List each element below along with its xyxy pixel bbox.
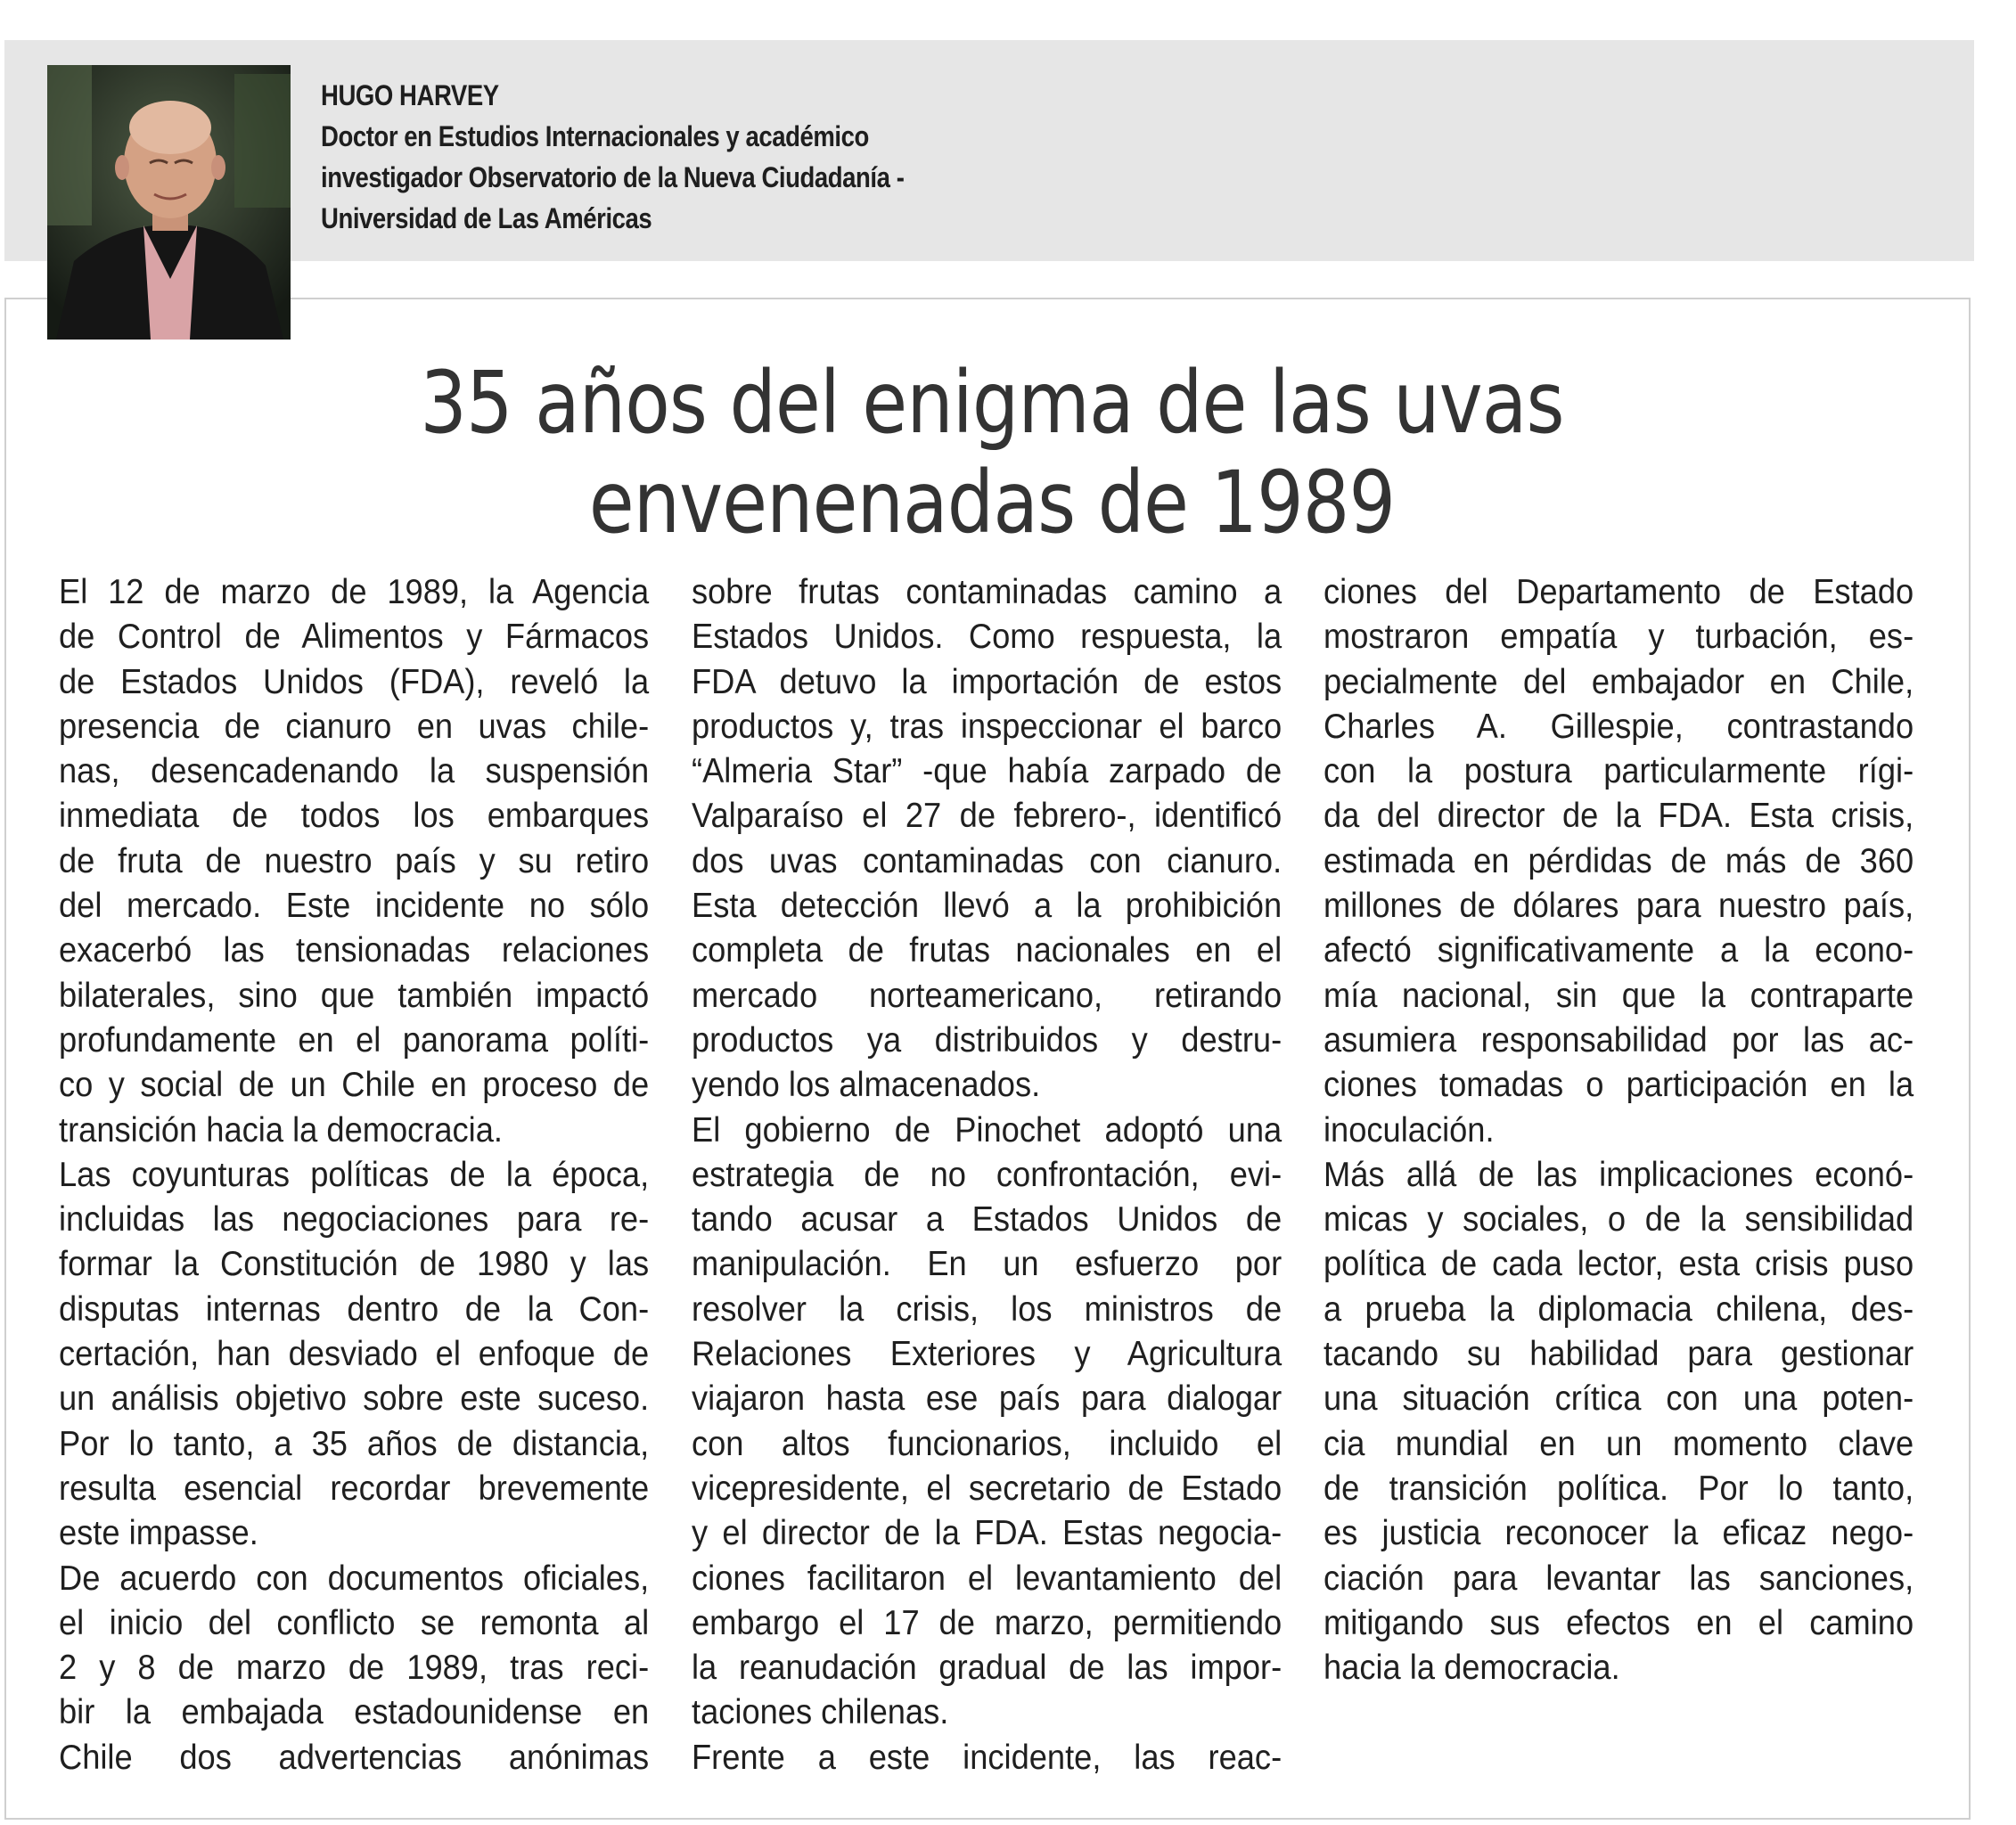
article-text-line: sobre frutas contaminadas camino a: [692, 573, 1283, 611]
article-text-line: completa de frutas nacionales en el: [692, 931, 1283, 970]
article-text-line: resulta esencial recordar brevemente: [59, 1469, 650, 1508]
article-text-line: Relaciones Exteriores y Agricultura: [692, 1335, 1283, 1374]
article-text-line: de Control de Alimentos y Fármacos: [59, 618, 650, 657]
article-text-line: mía nacional, sin que la contraparte: [1324, 976, 1914, 1015]
article-text-line: mercado norteamericano, retirando: [692, 976, 1283, 1015]
article-text-line: manipulación. En un esfuerzo por: [692, 1245, 1283, 1284]
article-text-line: este impasse.: [59, 1514, 258, 1553]
article-column-3: [1324, 570, 1914, 1690]
author-portrait-icon: [47, 65, 291, 340]
article-text-line: hacia la democracia.: [1324, 1649, 1620, 1688]
article-text-line: asumiera responsabilidad por las ac-: [1324, 1020, 1914, 1060]
article-text-line: la reanudación gradual de las impor-: [692, 1649, 1283, 1688]
article-text-line: Esta detección llevó a la prohibición: [692, 887, 1283, 926]
article-text-line: inoculación.: [1324, 1110, 1495, 1150]
article-text-line: estrategia de no confrontación, evi-: [692, 1155, 1283, 1194]
article-text-line: “Almeria Star” -que había zarpado de: [692, 752, 1283, 791]
article-text-line: de fruta de nuestro país y su retiro: [59, 841, 650, 880]
article-text-line: mitigando sus efectos en el camino: [1324, 1603, 1914, 1642]
article-text-line: dos uvas contaminadas con cianuro.: [692, 841, 1283, 880]
article-text-line: El 12 de marzo de 1989, la Agencia: [59, 573, 650, 611]
article-text-line: ciones facilitaron el levantamiento del: [692, 1559, 1283, 1598]
author-bio-line: Doctor en Estudios Internacionales y académico: [321, 120, 869, 152]
article-text-line: ciones tomadas o participación en la: [1324, 1066, 1914, 1105]
author-bio: [321, 116, 1011, 239]
article-text-line: formar la Constitución de 1980 y las: [59, 1245, 650, 1284]
article-text-line: profundamente en el panorama políti-: [59, 1020, 650, 1060]
article-text-line: Frente a este incidente, las reac-: [692, 1738, 1283, 1777]
article-text-line: una situación crítica con una poten-: [1324, 1379, 1914, 1419]
article-text-line: embargo el 17 de marzo, permitiendo: [692, 1603, 1283, 1642]
article-text-line: millones de dólares para nuestro país,: [1324, 887, 1914, 926]
article-text-line: ciación para levantar las sanciones,: [1324, 1559, 1914, 1598]
author-photo: [47, 65, 291, 340]
article-text-line: Por lo tanto, a 35 años de distancia,: [59, 1424, 650, 1463]
article-text-line: Valparaíso el 27 de febrero-, identificó: [692, 797, 1283, 836]
article-text-line: nas, desencadenando la suspensión: [59, 752, 650, 791]
article-column-2: [692, 570, 1282, 1780]
article-text-line: Chile dos advertencias anónimas: [59, 1738, 650, 1777]
headline-line: 35 años del enigma de las uvas: [420, 353, 1564, 453]
author-bio-line: Universidad de Las Américas: [321, 202, 652, 234]
article-text-line: y el director de la FDA. Estas negocia-: [692, 1514, 1283, 1553]
headline: [0, 353, 1984, 552]
article-text-line: Charles A. Gillespie, contrastando: [1324, 707, 1914, 746]
article-text-line: FDA detuvo la importación de estos: [692, 662, 1283, 701]
article-text-line: tacando su habilidad para gestionar: [1324, 1335, 1914, 1374]
article-text-line: inmediata de todos los embarques: [59, 797, 650, 836]
article-text-line: De acuerdo con documentos oficiales,: [59, 1559, 650, 1598]
article-text-line: a prueba la diplomacia chilena, des-: [1324, 1289, 1914, 1329]
article-text-line: productos y, tras inspeccionar el barco: [692, 707, 1283, 746]
article-text-line: presencia de cianuro en uvas chile-: [59, 707, 650, 746]
article-text-line: da del director de la FDA. Esta crisis,: [1324, 797, 1914, 836]
article-text-line: certación, han desviado el enfoque de: [59, 1335, 650, 1374]
article-text-line: pecialmente del embajador en Chile,: [1324, 662, 1914, 701]
article-text-line: disputas internas dentro de la Con-: [59, 1289, 650, 1329]
article-text-line: tando acusar a Estados Unidos de: [692, 1200, 1283, 1240]
article-text-line: 2 y 8 de marzo de 1989, tras reci-: [59, 1649, 650, 1688]
article-text-line: productos ya distribuidos y destru-: [692, 1020, 1283, 1060]
article-text-line: taciones chilenas.: [692, 1693, 949, 1732]
article-text-line: incluidas las negociaciones para re-: [59, 1200, 650, 1240]
article-text-line: de transición política. Por lo tanto,: [1324, 1469, 1914, 1508]
article-column-1: [59, 570, 649, 1780]
article-text-line: cia mundial en un momento clave: [1324, 1424, 1914, 1463]
article-text-line: con la postura particularmente rígi-: [1324, 752, 1914, 791]
article-text-line: transición hacia la democracia.: [59, 1110, 503, 1150]
article-text-line: co y social de un Chile en proceso de: [59, 1066, 650, 1105]
article-text-line: Las coyunturas políticas de la época,: [59, 1155, 650, 1194]
article-text-line: viajaron hasta ese país para dialogar: [692, 1379, 1283, 1419]
author-bio-line: investigador Observatorio de la Nueva Ciudadanía -: [321, 161, 905, 193]
article-text-line: Más allá de las implicaciones econó-: [1324, 1155, 1914, 1194]
article-text-line: resolver la crisis, los ministros de: [692, 1289, 1283, 1329]
author-block: [321, 75, 1123, 239]
article-text-line: mostraron empatía y turbación, es-: [1324, 618, 1914, 657]
article-text-line: bir la embajada estadounidense en: [59, 1693, 650, 1732]
article-text-line: es justicia reconocer la eficaz nego-: [1324, 1514, 1914, 1553]
author-name: HUGO HARVEY: [321, 79, 499, 111]
article-text-line: exacerbó las tensionadas relaciones: [59, 931, 650, 970]
article-text-line: Estados Unidos. Como respuesta, la: [692, 618, 1283, 657]
article-text-line: del mercado. Este incidente no sólo: [59, 887, 650, 926]
article-text-line: con altos funcionarios, incluido el: [692, 1424, 1283, 1463]
article-text-line: de Estados Unidos (FDA), reveló la: [59, 662, 650, 701]
article-text-line: bilaterales, sino que también impactó: [59, 976, 650, 1015]
article-text-line: vicepresidente, el secretario de Estado: [692, 1469, 1283, 1508]
article-text-line: el inicio del conflicto se remonta al: [59, 1603, 650, 1642]
article-text-line: estimada en pérdidas de más de 360: [1324, 841, 1914, 880]
article-text-line: afectó significativamente a la econo-: [1324, 931, 1914, 970]
article-text-line: un análisis objetivo sobre este suceso.: [59, 1379, 650, 1419]
article-text-line: ciones del Departamento de Estado: [1324, 573, 1914, 611]
article-text-line: política de cada lector, esta crisis puso: [1324, 1245, 1914, 1284]
article-text-line: micas y sociales, o de la sensibilidad: [1324, 1200, 1914, 1240]
article-text-line: El gobierno de Pinochet adoptó una: [692, 1110, 1283, 1150]
headline-line: envenenadas de 1989: [588, 453, 1396, 552]
article-text-line: yendo los almacenados.: [692, 1066, 1041, 1105]
